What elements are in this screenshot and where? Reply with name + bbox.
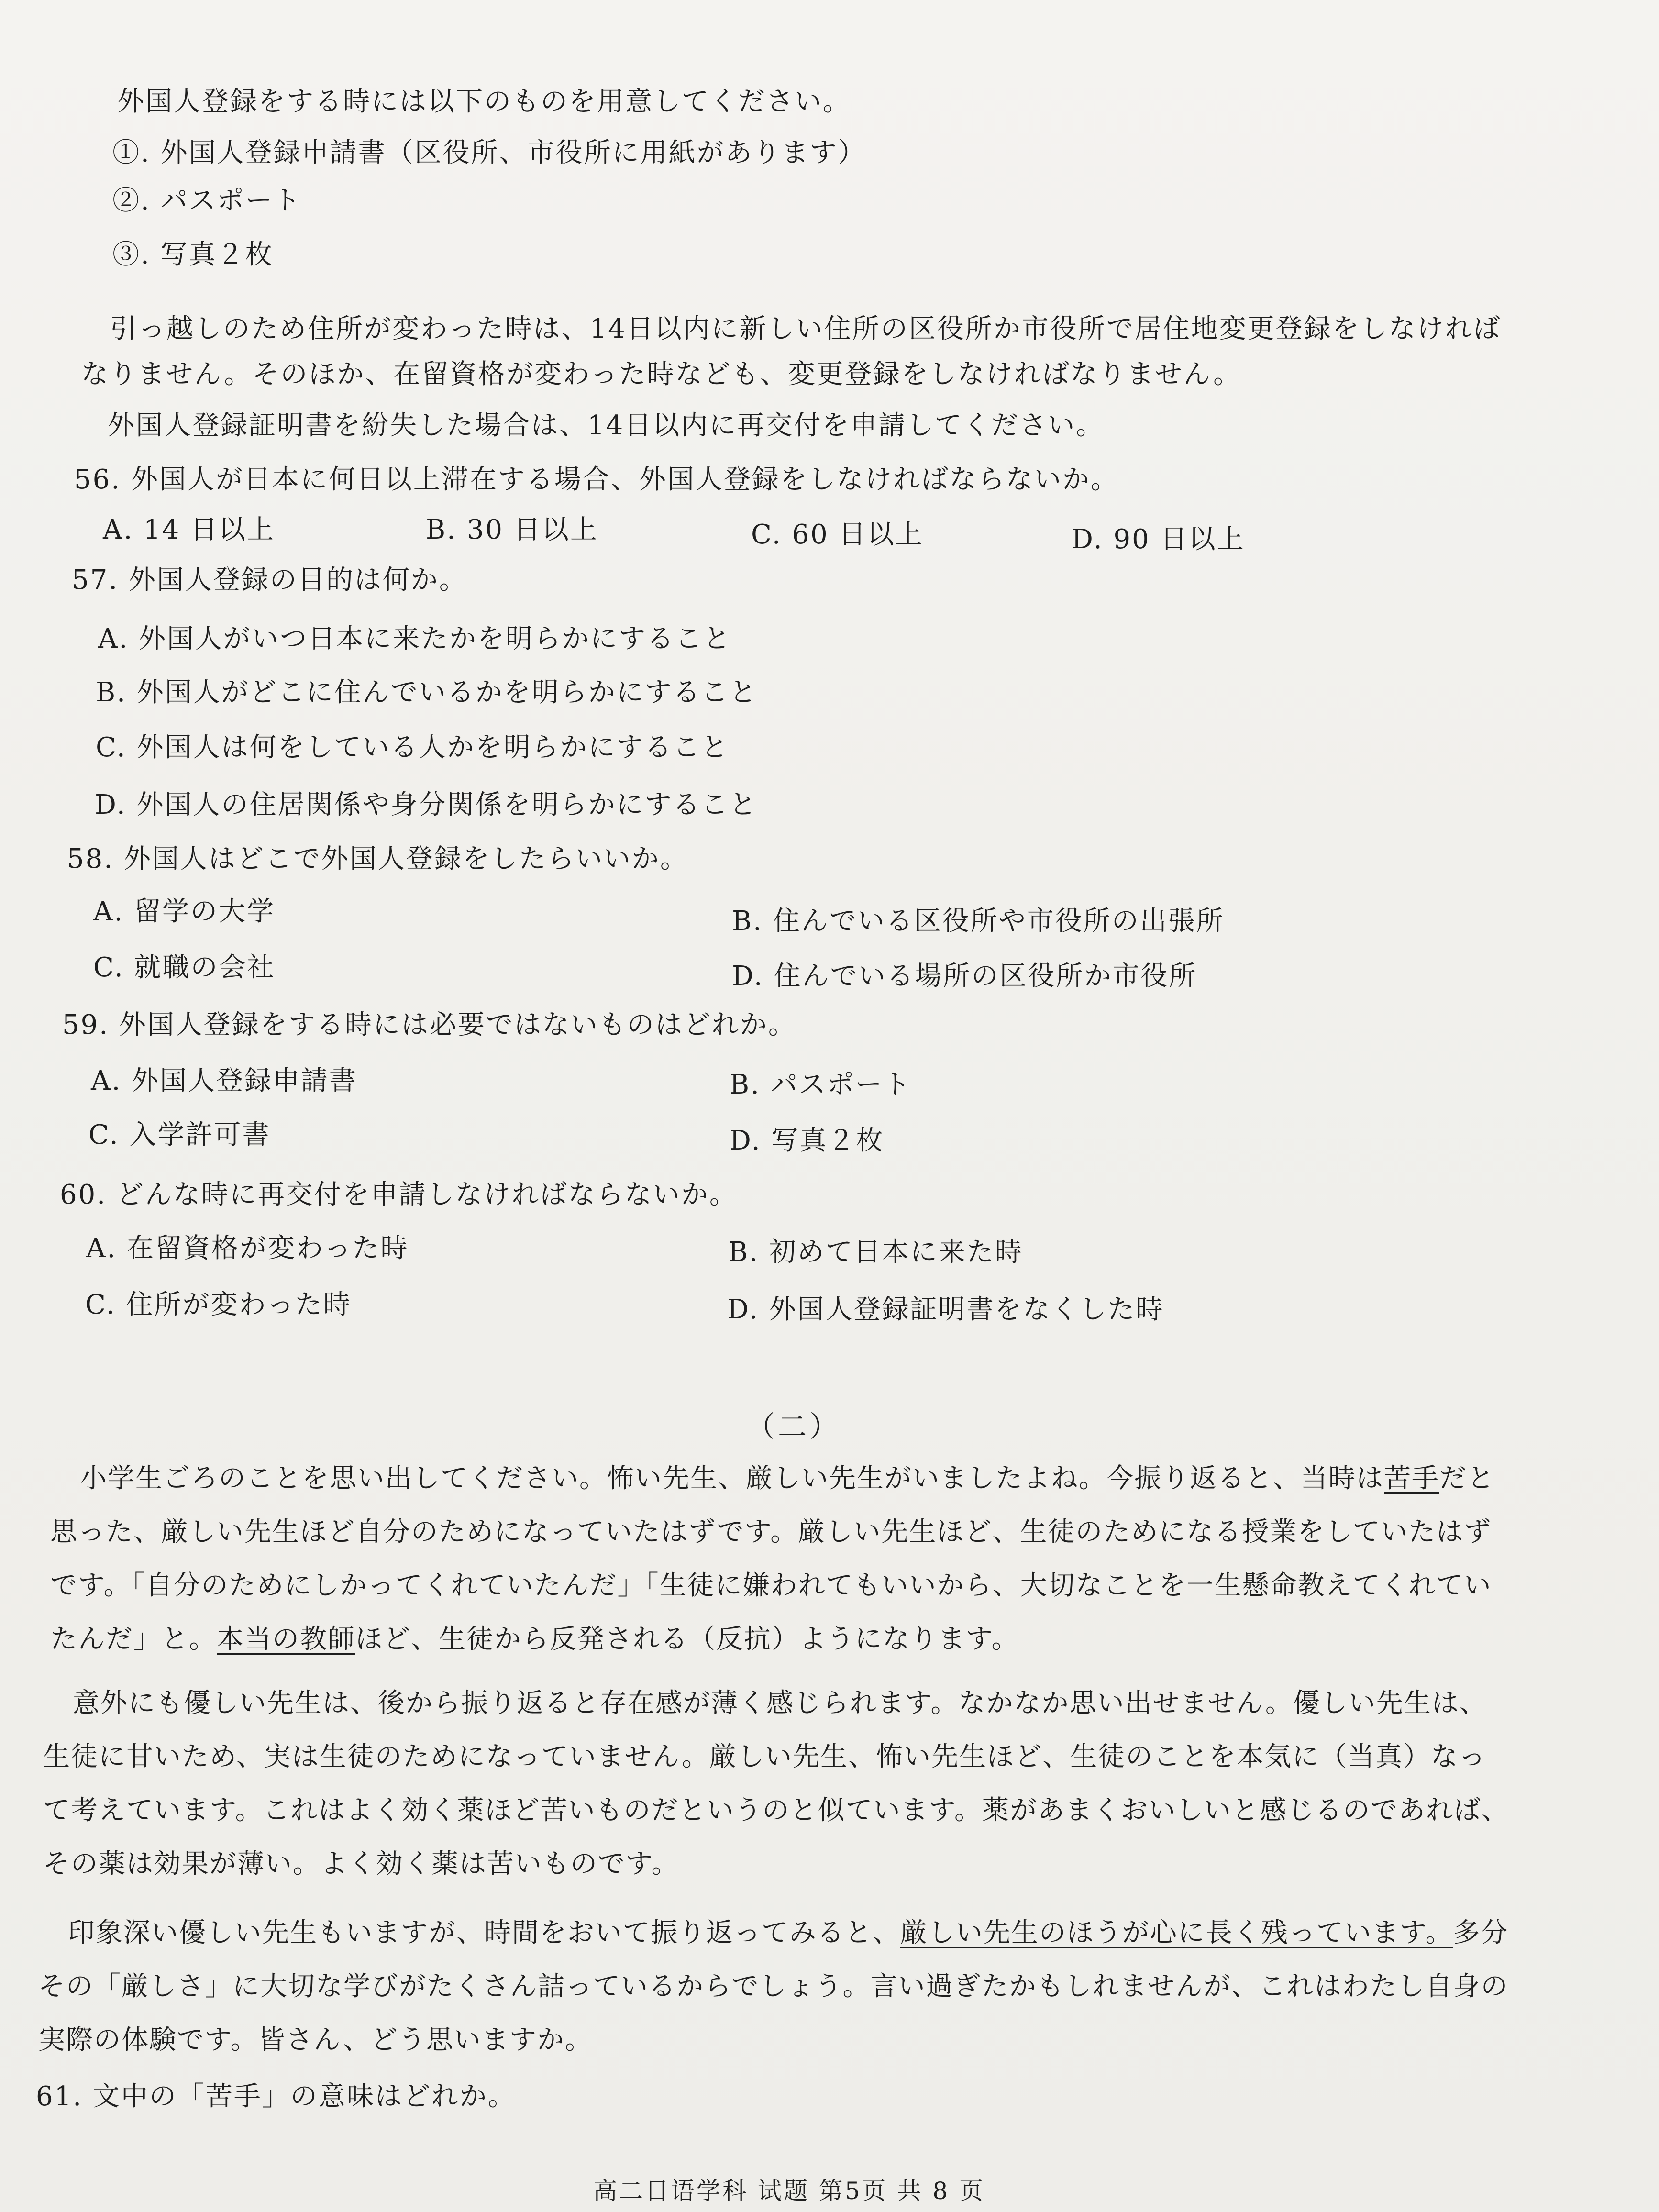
question-60-option-d: D. 外国人登録証明書をなくした時 — [727, 1294, 1164, 1325]
question-59-option-b: B. パスポート — [730, 1069, 912, 1100]
intro-move-line-2: なりません。そのほか、在留資格が変わった時なども、変更登録をしなければなりません。 — [81, 359, 1242, 390]
intro-item-3: ③. 写真２枚 — [112, 239, 274, 270]
section-2-title: （二） — [746, 1410, 841, 1444]
question-57-option-d: D. 外国人の住居関係や身分関係を明らかにすること — [95, 789, 758, 820]
question-57-stem: 57. 外国人登録の目的は何か。 — [72, 564, 467, 596]
question-58-option-d: D. 住んでいる場所の区役所か市役所 — [732, 961, 1197, 992]
page-footer: 高二日语学科 试题 第5页 共 8 页 — [593, 2177, 985, 2205]
section-2-paragraph-2: 意外にも優しい先生は、後から振り返ると存在感が薄く感じられます。なかなか思い出せません。優しい先生は、生徒に甘いため、実は生徒のためになっていません。厳しい先生、怖い先生ほど、生徒のことを本気に（当真）なって考えています。これはよく効く薬ほど苦いものだというのと似ています。薬があまくおいしいと感じるのであれば、その薬は効果が薄い。よく効く薬は苦いものです。 — [43, 1688, 1510, 1880]
question-58-option-a: A. 留学の大学 — [93, 896, 276, 927]
question-59-option-d: D. 写真２枚 — [730, 1125, 885, 1156]
question-60-option-a: A. 在留資格が変わった時 — [86, 1233, 409, 1264]
underlined-nigate: 苦手 — [1384, 1463, 1439, 1494]
question-60-option-c: C. 住所が変わった時 — [85, 1289, 352, 1320]
question-61-stem: 61. 文中の「苦手」の意味はどれか。 — [36, 2081, 516, 2112]
intro-item-2: ②. パスポート — [112, 185, 302, 216]
question-60-option-b: B. 初めて日本に来た時 — [728, 1237, 1023, 1268]
question-56-option-a: A. 14 日以上 — [103, 514, 276, 545]
question-56-option-b: B. 30 日以上 — [426, 514, 598, 545]
question-59-stem: 59. 外国人登録をする時には必要ではないものはどれか。 — [62, 1009, 796, 1040]
question-57-option-c: C. 外国人は何をしている人かを明らかにすること — [96, 732, 730, 763]
question-56-stem: 56. 外国人が日本に何日以上滞在する場合、外国人登録をしなければならないか。 — [74, 464, 1119, 495]
question-56-option-d: D. 90 日以上 — [1072, 524, 1245, 555]
p3-text-a: 印象深い優しい先生もいますが、時間をおいて振り返ってみると、 — [68, 1917, 900, 1948]
underlined-hontou-no-kyoushi: 本当の教師 — [217, 1624, 355, 1655]
p3-text-b: 多分その「厳しさ」に大切な学びがたくさん詰っているからでしょう。言い過ぎたかもしれませんが、これはわたし自身の実際の体験です。皆さん、どう思いますか。 — [38, 1917, 1509, 2056]
section-2-paragraph-1 — [50, 1452, 1514, 1666]
question-60-stem: 60. どんな時に再交付を申請しなければならないか。 — [60, 1179, 738, 1210]
intro-move-line-1: 引っ越しのため住所が変わった時は、14日以内に新しい住所の区役所か市役所で居住地変更登録をしなければ — [110, 313, 1502, 344]
p1-text-b: だと思った、厳しい先生ほど自分のためになっていたはずです。厳しい先生ほど、生徒のためになる授業をしていたはずです。「自分のためにしかってくれていたんだ」「生徒に嫌われてもいいから、大切なことを一生懸命教えてくれていたんだ」と。 — [50, 1463, 1495, 1655]
underlined-kibishii-sensei: 厳しい先生のほうが心に長く残っています。 — [900, 1917, 1453, 1948]
intro-lost: 外国人登録証明書を紛失した場合は、14日以内に再交付を申請してください。 — [108, 410, 1105, 441]
intro-lead: 外国人登録をする時には以下のものを用意してください。 — [117, 86, 851, 117]
question-58-option-c: C. 就職の会社 — [93, 952, 276, 983]
question-56-option-c: C. 60 日以上 — [751, 519, 924, 550]
question-57-option-a: A. 外国人がいつ日本に来たかを明らかにすること — [98, 623, 732, 654]
question-59-option-a: A. 外国人登録申請書 — [91, 1065, 358, 1096]
p1-text-c: ほど、生徒から反発される（反抗）ようになります。 — [355, 1624, 1019, 1655]
p1-text-a: 小学生ごろのことを思い出してください。怖い先生、厳しい先生がいましたよね。今振り返ると、当時は — [80, 1463, 1384, 1494]
question-58-stem: 58. 外国人はどこで外国人登録をしたらいいか。 — [67, 843, 688, 874]
question-57-option-b: B. 外国人がどこに住んでいるかを明らかにすること — [96, 677, 758, 708]
intro-item-1: ①. 外国人登録申請書（区役所、市役所に用紙があります） — [112, 137, 866, 168]
question-59-option-c: C. 入学許可書 — [88, 1119, 271, 1150]
question-58-option-b: B. 住んでいる区役所や市役所の出張所 — [732, 906, 1225, 937]
section-2-paragraph-3 — [38, 1906, 1514, 2067]
